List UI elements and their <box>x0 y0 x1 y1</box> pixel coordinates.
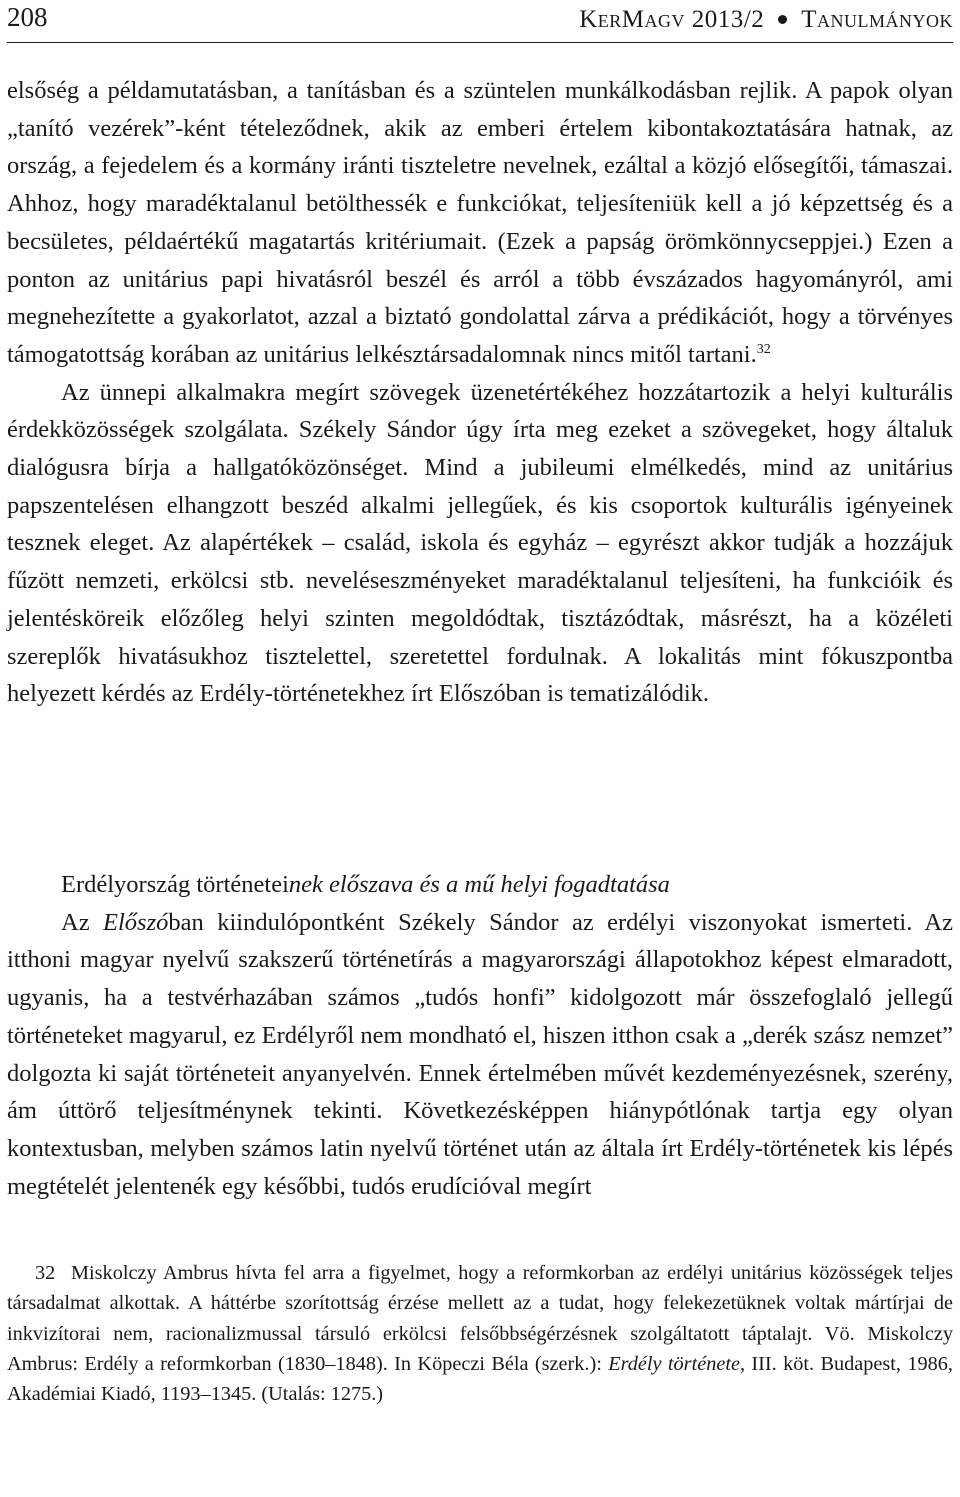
section-name: Tanulmányok <box>801 6 953 33</box>
page-number: 208 <box>7 2 48 32</box>
footnote-italic-title: Erdély története <box>608 1352 740 1375</box>
running-head <box>579 6 953 34</box>
footnote-number: 32 <box>35 1262 56 1284</box>
paragraph-text-rest: ban kiindulópontként Székely Sándor az erdélyi viszonyokat ismerteti. Az itthoni magyar nyelvű szakszerű történetírás a magyarországi állapotokhoz képest elmaradott, ugyanis, ha a testvérhazában számos „tudós honfi” kidolgozott már összefoglaló jellegű történeteket magyarul, ez Erdélyről nem mondható el, hiszen itthon csak a „derék szász nemzet” dolgozta ki saját történeteit anyanyelvén. Ennek értelmében művét kezdeményezésnek, szerény, ám úttörő teljesítménynek tekinti. Következésképpen hiánypótlónak tartja egy olyan kontextusban, melyben számos latin nyelvű történet után az általa írt Erdély-történetek kis lépés megtételét jelentenék egy későbbi, tudós erudícióval megírt <box>7 908 953 1200</box>
section <box>7 866 953 1205</box>
footnote-reference[interactable]: 32 <box>756 341 771 357</box>
header-rule <box>7 42 953 43</box>
paragraph <box>7 904 953 1206</box>
section-heading-plain: Erdélyország történetei <box>61 871 289 898</box>
footnote <box>7 1258 953 1409</box>
paragraph-text: elsőség a példamutatásban, a tanításban és a szüntelen munkálkodásban rejlik. A papok olyan „tanító vezérek”-ként tételeződnek, akik az emberi értelem kibontakoztatására hatnak, az ország, a fejedelem és a kormány iránti tiszteletre nevelnek, ezáltal a közjó elősegítői, támaszai. Ahhoz, hogy maradéktalanul betölthessék e funkciókat, teljesíteniük kell a jó képzettség és a becsületes, példaértékű magatartás kritériumait. (Ezek a papság örömkönnycseppjei.) Ezen a ponton az unitárius papi hivatásról beszél és arról a több évszázados hagyományról, ami megnehezítette a gyakorlatot, azzal a biztató gondolattal zárva a prédikációt, hogy a törvényes támogatottság korában az unitárius lelkésztársadalomnak nincs mitől tartani. <box>7 77 953 368</box>
paragraph-italic-term: Előszó <box>103 908 169 936</box>
running-header <box>0 0 960 40</box>
journal-title: KerMagv 2013/2 <box>579 6 765 33</box>
paragraph <box>7 72 953 374</box>
section-heading <box>7 866 953 904</box>
footnote-text-end: , III. köt. Budapest, 1986, Akadémiai Kiadó, 1193–1345. (Utalás: 1275.) <box>7 1352 953 1406</box>
paragraph-text-start: Az <box>61 908 104 936</box>
paragraph: Az ünnepi alkalmakra megírt szövegek üzenetértékéhez hozzátartozik a helyi kulturális érdekközösségek szolgálata. Székely Sándor úgy írta meg ezeket a szövegeket, hogy általuk dialógusra bírja a hallgatóközönséget. Mind a jubileumi elmélkedés, mind az unitárius papszentelésen elhangzott beszéd alkalmi jellegűek, és kis csoportok kulturális igényeinek tesznek eleget. Az alapértékek – család, iskola és egyház – egyrészt akkor tudják a hozzájuk fűzött nemzeti, erkölcsi stb. neveléseszményeket maradéktalanul teljesíteni, ha funkcióik és jelentésköreik előzőleg helyi szinten megoldódtak, tisztázódtak, másrészt, ha a közéleti szereplők hivatásukhoz tisztelettel, szeretettel fordulnak. A lokalitás mint fókuszpontba helyezett kérdés az Erdély-történetekhez írt Előszóban is tematizálódik. <box>7 378 953 708</box>
bullet-separator-icon <box>778 15 787 24</box>
section-heading-italic: nek előszava és a mű helyi fogadtatása <box>288 871 670 898</box>
footnote-text <box>7 1258 953 1409</box>
body-text <box>7 72 953 713</box>
footnote-text-start: Miskolczy Ambrus hívta fel arra a figyelmet, hogy a reformkorban az erdélyi unitárius közösségek teljes társadalmat alkottak. A háttérbe szorítottság érzése mellett az a tudat, hogy felekezetüknek voltak mártírjai de inkvizítorai nem, racionalizmussal társuló erkölcsi felsőbbségérzésnek szolgáltatott táptalajt. Vö. Miskolczy Ambrus: Erdély a reformkorban (1830–1848). In Köpeczi Béla (szerk.): <box>7 1262 953 1375</box>
